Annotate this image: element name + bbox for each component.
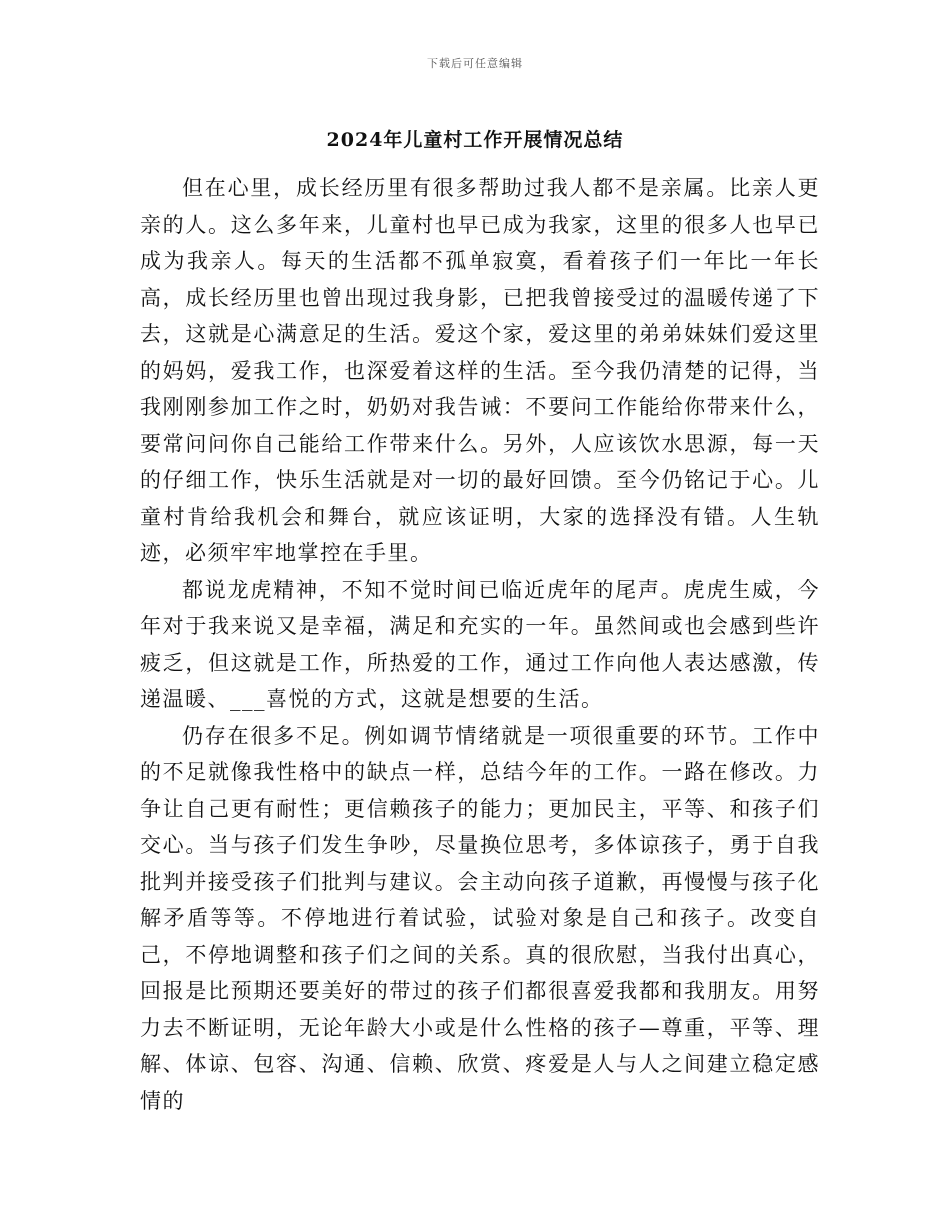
paragraph-2: 都说龙虎精神，不知不觉时间已临近虎年的尾声。虎虎生威，今年对于我来说又是幸福，满足和充实的一年。虽然间或也会感到些许疲乏，但这就是工作，所热爱的工作，通过工作向他人表达感激，传递温暖、___喜悦的方式，这就是想要的生活。	[140, 577, 820, 711]
header-note: 下载后可任意编辑	[427, 57, 523, 70]
paragraph-1: 但在心里，成长经历里有很多帮助过我人都不是亲属。比亲人更亲的人。这么多年来，儿童村也早已成为我家，这里的很多人也早已成为我亲人。每天的生活都不孤单寂寞，看着孩子们一年比一年长高，成长经历里也曾出现过我身影，已把我曾接受过的温暖传递了下去，这就是心满意足的生活。爱这个家，爱这里的弟弟妹妹们爱这里的妈妈，爱我工作，也深爱着这样的生活。至今我仍清楚的记得，当我刚刚参加工作之时，奶奶对我告诫：不要问工作能给你带来什么，要常问问你自己能给工作带来什么。另外，人应该饮水思源，每一天的仔细工作，快乐生活就是对一切的最好回馈。至今仍铭记于心。儿童村肯给我机会和舞台，就应该证明，大家的选择没有错。人生轨迹，必须牢牢地掌控在手里。	[140, 176, 820, 565]
document-title: 2024年儿童村工作开展情况总结	[326, 129, 624, 151]
document-body	[140, 170, 820, 1119]
paragraph-3: 仍存在很多不足。例如调节情绪就是一项很重要的环节。工作中的不足就像我性格中的缺点一样，总结今年的工作。一路在修改。力争让自己更有耐性；更信赖孩子的能力；更加民主，平等、和孩子们交心。当与孩子们发生争吵，尽量换位思考，多体谅孩子，勇于自我批判并接受孩子们批判与建议。会主动向孩子道歉，再慢慢与孩子化解矛盾等等。不停地进行着试验，试验对象是自己和孩子。改变自己，不停地调整和孩子们之间的关系。真的很欣慰，当我付出真心，回报是比预期还要美好的带过的孩子们都很喜爱我都和我朋友。用努力去不断证明，无论年龄大小或是什么性格的孩子—尊重，平等、理解、体谅、包容、沟通、信赖、欣赏、疼爱是人与人之间建立稳定感情的	[140, 723, 820, 1113]
